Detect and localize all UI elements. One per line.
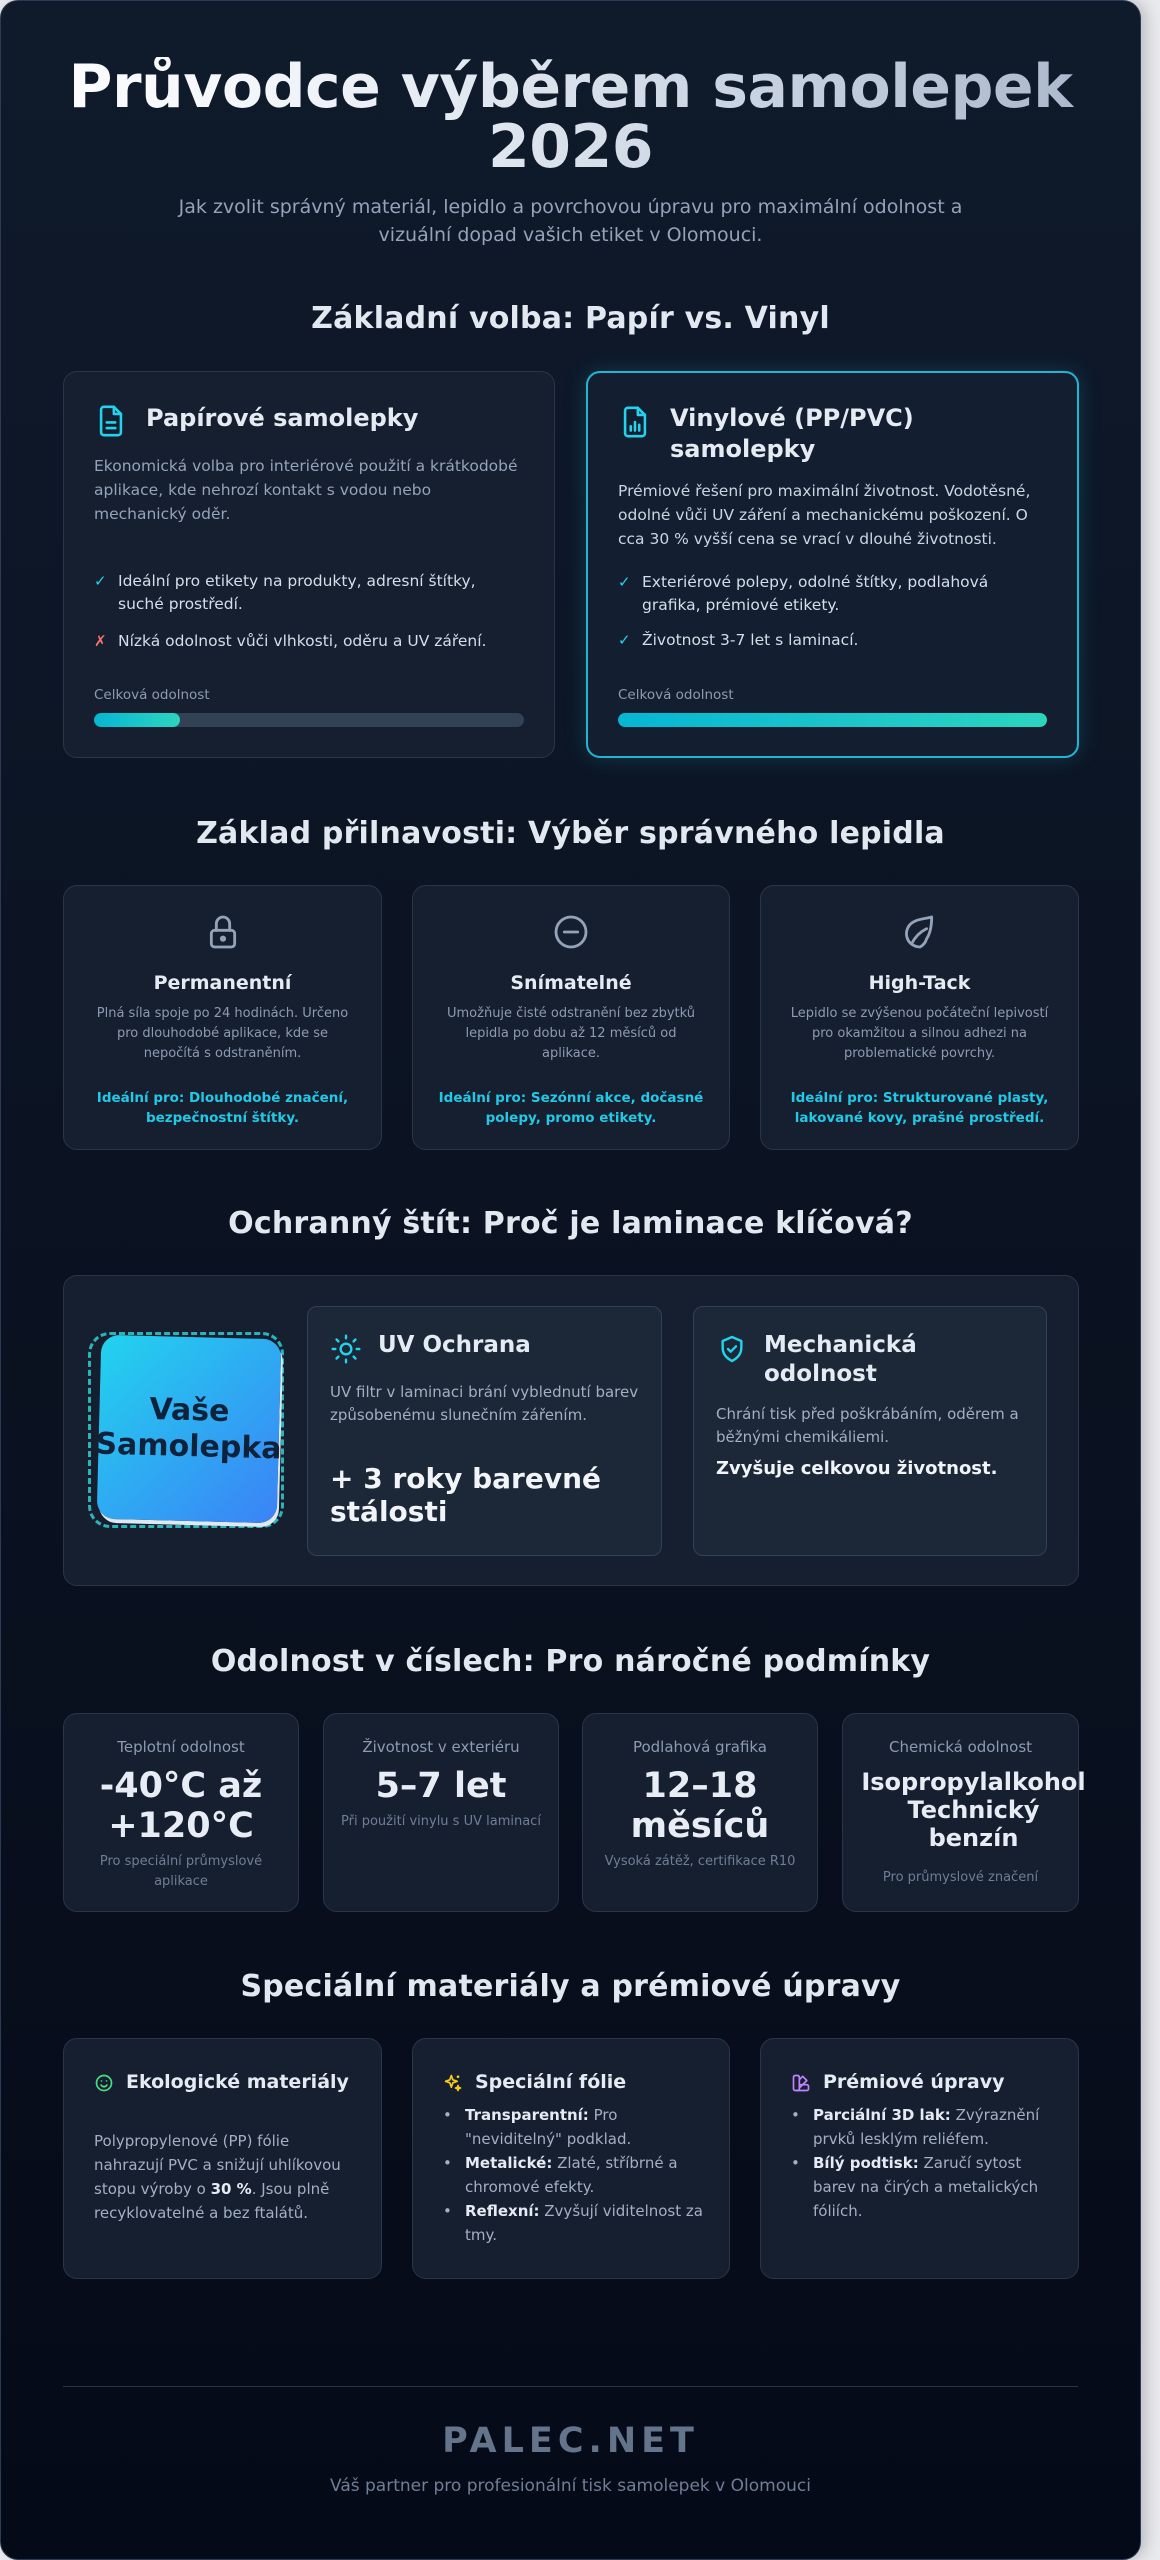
eco-text-part: . Jsou plně recyklovatelné a bez ftalátů. — [94, 2180, 330, 2222]
list-item-text: Pro "neviditelný" podklad. — [465, 2106, 632, 2148]
vinyl-durability-bar — [618, 713, 1047, 727]
vinyl-bullet — [618, 629, 1047, 652]
list-item-bold: Bílý podtisk: — [813, 2154, 919, 2172]
paper-title: Papírové samolepky — [146, 404, 419, 432]
stat-note: Vysoká zátěž, certifikace R10 — [604, 1854, 796, 1869]
adhesive-card-permanent — [63, 885, 382, 1150]
footer-brand[interactable]: PALEC.NET — [442, 2421, 699, 2461]
sticker-text-line1: Vaše — [149, 1391, 230, 1430]
adhesive-title: Permanentní — [153, 972, 292, 994]
stat-value-line: Isopropylalkohol — [861, 1768, 1086, 1796]
vinyl-bullet-text: Exteriérové polepy, odolné štítky, podlahová grafika, prémiové etikety. — [642, 573, 989, 614]
footer-tagline: Váš partner pro profesionální tisk samolepek v Olomouci — [330, 2476, 811, 2496]
adhesive-description: Umožňuje čisté odstranění bez zbytků lepidla po dobu až 12 měsíců od aplikace. — [447, 1006, 695, 1061]
list-item-text: Zlaté, stříbrné a chromové efekty. — [465, 2154, 678, 2196]
stat-note: Při použití vinylu s UV laminací — [341, 1814, 541, 1829]
chart-document-icon — [618, 405, 652, 439]
page-title-line1: Průvodce výběrem samolepek — [68, 52, 1073, 122]
eco-text-part: Polypropylenové (PP) fólie nahrazují PVC a snižují uhlíkovou stopu výroby o — [94, 2132, 341, 2198]
adhesive-use: Ideální pro: Sezónní akce, dočasné polepy, promo etikety. — [438, 1090, 704, 1126]
adhesive-description: Lepidlo se zvýšenou počáteční lepivostí pro okamžitou a silnou adhezi na problematické povrchy. — [790, 1006, 1049, 1061]
palette-icon — [791, 2073, 811, 2093]
paper-durability-label: Celková odolnost — [94, 687, 210, 703]
list-item-bold: Transparentní: — [465, 2106, 589, 2124]
stat-label: Teplotní odolnost — [117, 1738, 245, 1756]
stat-note: Pro speciální průmyslové aplikace — [99, 1854, 263, 1889]
section-title-special: Speciální materiály a prémiové úpravy — [240, 1969, 901, 2004]
list-item: • Bílý podtisk: Zaručí sytost barev na čirých a metalických fóliích. — [791, 2154, 1039, 2220]
vinyl-bullet — [618, 571, 1047, 617]
check-icon: ✓ — [618, 631, 631, 649]
stat-label: Životnost v exteriéru — [362, 1738, 520, 1756]
check-icon: ✓ — [94, 572, 107, 590]
page-title-line2: 2026 — [488, 112, 653, 182]
sticker-text-line2: Samolepka — [95, 1426, 282, 1467]
uv-title: UV Ochrana — [378, 1332, 531, 1358]
stat-value-line: -40°C až — [99, 1766, 263, 1806]
sticker-label — [97, 1335, 282, 1524]
mechanical-protection-card — [693, 1306, 1047, 1556]
stat-value — [324, 1766, 558, 1806]
document-icon — [94, 404, 128, 438]
section-title-lamination: Ochranný štít: Proč je laminace klíčová? — [228, 1206, 913, 1241]
lamination-card — [63, 1275, 1079, 1586]
page-subtitle: Jak zvolit správný materiál, lepidlo a povrchovou úpravu pro maximální odolnost a vizuální dopad vašich etiket v Olomouci. — [178, 196, 963, 246]
stat-value-line: Technický — [907, 1796, 1040, 1824]
adhesive-description: Plná síla spoje po 24 hodinách. Určeno pro dlouhodobé aplikace, kde se nepočítá s odstraněním. — [96, 1006, 349, 1061]
paper-card — [63, 371, 555, 758]
minus-circle-icon — [551, 912, 591, 952]
stat-value-line: 5–7 let — [375, 1766, 507, 1806]
stat-label: Chemická odolnost — [888, 1738, 1033, 1756]
section-title-adhesives: Základ přilnavosti: Výběr správného lepidla — [196, 816, 945, 851]
stat-value — [583, 1766, 817, 1846]
vinyl-card — [586, 371, 1079, 758]
paper-description: Ekonomická volba pro interiérové použití a krátkodobé aplikace, kde nehrozí kontakt s vodou nebo mechanický oděr. — [94, 457, 518, 523]
list-item-text: Zvyšují viditelnost za tmy. — [465, 2202, 703, 2244]
stat-value-line: 12–18 — [642, 1766, 758, 1806]
adhesive-use: Ideální pro: Dlouhodobé značení, bezpečnostní štítky. — [96, 1090, 349, 1126]
stat-value — [64, 1766, 298, 1846]
special-card-foils — [412, 2038, 730, 2279]
list-item: • Parciální 3D lak: Zvýraznění prvků lesklým reliéfem. — [791, 2106, 1040, 2148]
list-item-bold: Parciální 3D lak: — [813, 2106, 951, 2124]
mechanical-description: Chrání tisk před poškrábáním, oděrem a běžnými chemikáliemi. — [716, 1405, 1019, 1446]
page-title — [1, 52, 1140, 182]
adhesive-card-removable — [412, 885, 730, 1150]
special-title: Ekologické materiály — [126, 2071, 349, 2093]
uv-highlight: + 3 roky barevné stálosti — [330, 1462, 602, 1528]
stat-value-line: benzín — [928, 1824, 1019, 1852]
paper-bullet-text: Ideální pro etikety na produkty, adresní štítky, suché prostředí. — [118, 572, 476, 613]
list-item-text: Zaručí sytost barev na čirých a metalických fóliích. — [813, 2154, 1039, 2220]
paper-durability-fill — [94, 713, 180, 727]
foils-list — [443, 2103, 703, 2247]
sun-icon — [330, 1333, 362, 1365]
uv-description: UV filtr v laminaci brání vyblednutí barev způsobenému slunečním zářením. — [330, 1383, 639, 1424]
vinyl-durability-fill — [618, 713, 1047, 727]
stat-value — [853, 1768, 1094, 1852]
paper-durability-bar — [94, 713, 524, 727]
leaf-icon — [900, 912, 940, 952]
check-icon: ✓ — [618, 573, 631, 591]
eco-text-bold: 30 % — [210, 2180, 252, 2198]
sparkle-icon — [443, 2073, 463, 2093]
vinyl-title: Vinylové (PP/PVC) samolepky — [670, 404, 914, 463]
cross-icon: ✗ — [94, 632, 107, 650]
stat-label: Podlahová grafika — [632, 1738, 768, 1756]
list-item-text: Zvýraznění prvků lesklým reliéfem. — [813, 2106, 1040, 2148]
paper-bullet-text: Nízká odolnost vůči vlhkosti, oděru a UV záření. — [118, 632, 487, 650]
adhesive-card-hightack — [760, 885, 1079, 1150]
vinyl-description: Prémiové řešení pro maximální životnost. Vodotěsné, odolné vůči UV záření a mechanickému poškození. O cca 30 % vyšší cena se vrací v dlouhé životnosti. — [618, 482, 1031, 548]
paper-bullet — [94, 570, 524, 616]
mechanical-highlight: Zvyšuje celkovou životnost. — [716, 1458, 998, 1479]
section-title-materials: Základní volba: Papír vs. Vinyl — [311, 301, 830, 336]
adhesive-title: High-Tack — [868, 972, 971, 994]
list-item: • Reflexní: Zvyšují viditelnost za tmy. — [443, 2202, 703, 2244]
special-card-eco — [63, 2038, 382, 2279]
stat-note: Pro průmyslové značení — [882, 1870, 1039, 1885]
special-title: Prémiové úpravy — [823, 2071, 1005, 2093]
list-item: • Metalické: Zlaté, stříbrné a chromové efekty. — [443, 2154, 678, 2196]
stat-value-line: +120°C — [108, 1806, 254, 1846]
vinyl-durability-label: Celková odolnost — [618, 687, 734, 703]
paper-bullet — [94, 630, 524, 653]
uv-protection-card — [307, 1306, 662, 1556]
stat-card-floor-graphics — [582, 1713, 818, 1912]
stat-card-lifetime — [323, 1713, 559, 1912]
stat-value-line: měsíců — [630, 1806, 770, 1846]
section-title-stats: Odolnost v číslech: Pro náročné podmínky — [210, 1644, 931, 1679]
stat-card-chemical — [842, 1713, 1086, 1912]
special-title: Speciální fólie — [475, 2071, 627, 2093]
lock-icon — [203, 912, 243, 952]
list-item-bold: Metalické: — [465, 2154, 553, 2172]
smiley-icon — [94, 2073, 114, 2093]
shield-check-icon — [716, 1333, 748, 1365]
adhesive-use: Ideální pro: Strukturované plasty, lakované kovy, prašné prostředí. — [790, 1090, 1049, 1126]
list-item: • Transparentní: Pro "neviditelný" podklad. — [443, 2106, 632, 2148]
mechanical-title: Mechanická odolnost — [764, 1332, 917, 1387]
list-item-bold: Reflexní: — [465, 2202, 540, 2220]
eco-text — [94, 2129, 355, 2225]
vinyl-bullet-text: Životnost 3-7 let s laminací. — [642, 631, 859, 649]
footer-divider — [63, 2386, 1078, 2387]
stat-card-temperature — [63, 1713, 299, 1912]
sticker-preview — [88, 1332, 284, 1528]
special-card-premium — [760, 2038, 1079, 2279]
adhesive-title: Snímatelné — [510, 972, 632, 994]
premium-list — [791, 2103, 1052, 2223]
